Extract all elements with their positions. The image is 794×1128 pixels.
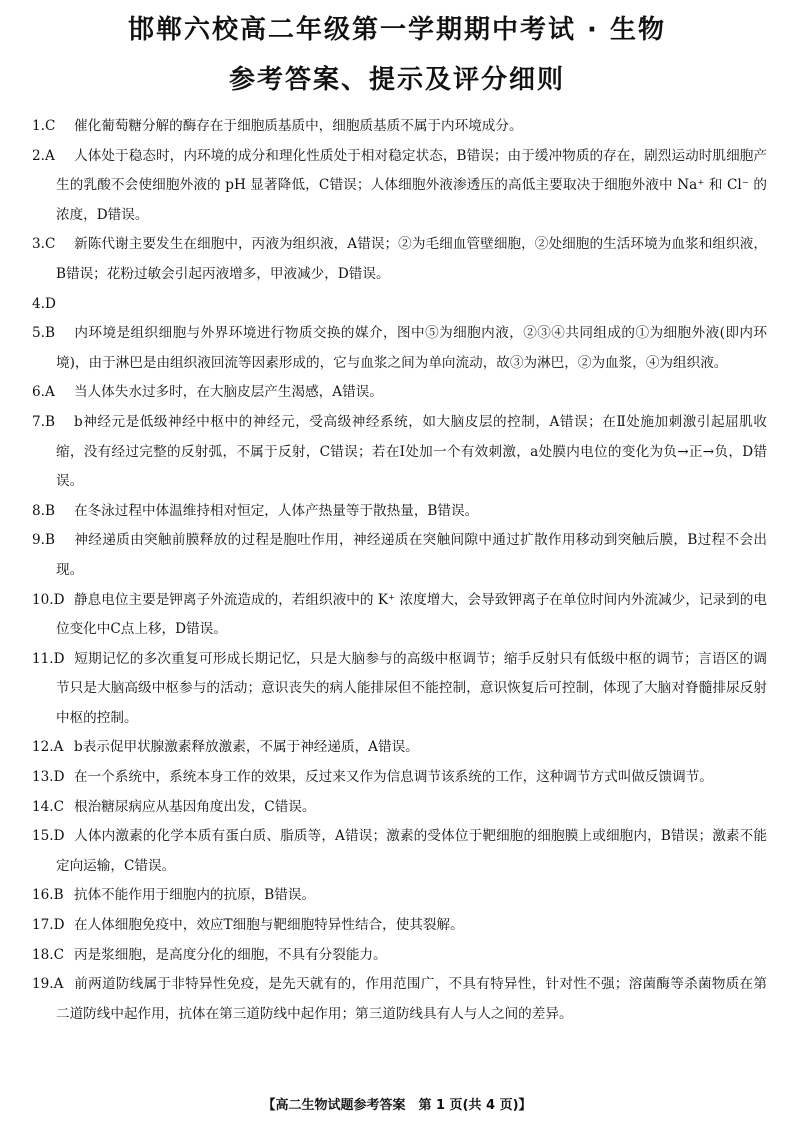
page-footer: 【高二生物试题参考答案 第 1 页(共 4 页)】 (262, 1098, 532, 1113)
answer-number: 14.C (32, 798, 65, 815)
answer-item-15 (32, 822, 767, 881)
answer-item-13 (32, 763, 767, 793)
answer-explanation: 当人体失水过多时，在大脑皮层产生渴感，A错误。 (74, 384, 383, 401)
answer-explanation: b表示促甲状腺激素释放激素，不属于神经递质，A错误。 (74, 739, 419, 756)
answer-item-12 (32, 733, 767, 763)
answer-number: 13.D (32, 769, 65, 786)
answer-explanation: 根治糖尿病应从基因角度出发，C错误。 (74, 798, 316, 815)
answer-item-19 (32, 970, 767, 1029)
answer-number: 6.A (32, 384, 55, 401)
answer-explanation: 在人体细胞免疫中，效应T细胞与靶细胞特异性结合，使其裂解。 (74, 917, 464, 934)
answer-number: 3.C (32, 236, 56, 253)
answer-item-6 (32, 378, 767, 408)
answer-number: 1.C (32, 118, 56, 134)
answer-number: 15.D (32, 828, 65, 845)
answer-explanation: 在冬泳过程中体温维持相对恒定，人体产热量等于散热量，B错误。 (74, 502, 479, 519)
answer-item-14 (32, 793, 767, 823)
answer-explanation: 前两道防线属于非特异性免疫，是先天就有的，作用范围广，不具有特异性，针对性不强；溶菌酶等杀菌物质在第二道防线中起作用，抗体在第三道防线中起作用；第三道防线具有人与人之间的差异。 (56, 976, 767, 1022)
answer-explanation: 人体处于稳态时，内环境的成分和理化性质处于相对稳定状态，B错误；由于缓冲物质的存在，剧烈运动时肌细胞产生的乳酸不会使细胞外液的 pH 显著降低，C错误；人体细胞外液渗透压的高低主要取决于细胞外液中 Na⁺ 和 Cl⁻ 的浓度，D错误。 (56, 147, 767, 223)
answer-list (32, 112, 767, 1029)
answer-explanation: 新陈代谢主要发生在细胞中，丙液为组织液，A错误；②为毛细血管壁细胞，②处细胞的生活环境为血浆和组织液，B错误；花粉过敏会引起丙液增多，甲液减少，D错误。 (56, 236, 767, 282)
answer-item-18 (32, 941, 767, 971)
answer-explanation: 内环境是组织细胞与外界环境进行物质交换的媒介，图中⑤为细胞内液，②③④共同组成的①为细胞外液(即内环境)，由于淋巴是由组织液回流等因素形成的，它与血浆之间为单向流动，故③为淋巴，②为血浆，④为组织液。 (56, 325, 767, 371)
answer-item-16 (32, 881, 767, 911)
answer-number: 10.D (32, 591, 65, 608)
answer-item-3 (32, 230, 767, 289)
answer-number: 16.B (32, 887, 64, 904)
answer-explanation: 人体内激素的化学本质有蛋白质、脂质等，A错误；激素的受体位于靶细胞的细胞膜上或细胞内，B错误；激素不能定向运输，C错误。 (56, 828, 767, 874)
answer-explanation: 短期记忆的多次重复可形成长期记忆，只是大脑参与的高级中枢调节；缩手反射只有低级中枢的调节；言语区的调节只是大脑高级中枢参与的活动；意识丧失的病人能排尿但不能控制，意识恢复后可控制，体现了大脑对脊髓排尿反射中枢的控制。 (56, 650, 767, 726)
answer-explanation: 丙是浆细胞，是高度分化的细胞，不具有分裂能力。 (74, 946, 387, 963)
answer-number: 8.B (32, 502, 55, 519)
document-subtitle: 参考答案、提示及评分细则 (228, 65, 565, 95)
answer-item-9 (32, 526, 767, 585)
answer-number: 5.B (32, 325, 55, 342)
answer-number: 17.D (32, 917, 65, 934)
answer-number: 2.A (32, 147, 55, 164)
answer-explanation: 在一个系统中，系统本身工作的效果，反过来又作为信息调节该系统的工作，这种调节方式叫做反馈调节。 (74, 769, 713, 786)
answer-number: 4.D (32, 295, 56, 312)
answer-item-4 (32, 290, 767, 320)
answer-item-17 (32, 911, 767, 941)
answer-number: 11.D (32, 650, 65, 667)
answer-number: 19.A (32, 976, 64, 993)
answer-item-1 (32, 112, 767, 142)
answer-number: 18.C (32, 946, 65, 963)
answer-explanation: 静息电位主要是钾离子外流造成的，若组织液中的 K⁺ 浓度增大，会导致钾离子在单位时间内外流减少，记录到的电位变化中C点上移，D错误。 (56, 591, 767, 638)
answer-item-7 (32, 408, 767, 497)
answer-item-5 (32, 319, 767, 378)
answer-explanation: 抗体不能作用于细胞内的抗原，B错误。 (74, 887, 316, 904)
answer-item-8 (32, 497, 767, 527)
answer-number: 9.B (32, 532, 55, 549)
answer-explanation: b神经元是低级神经中枢中的神经元，受高级神经系统，如大脑皮层的控制，A错误；在Ⅱ处施加刺激引起屈肌收缩，没有经过完整的反射弧，不属于反射，C错误；若在Ⅰ处加一个有效刺激，a处膜内电位的变化为负→正→负，D错误。 (56, 413, 767, 490)
answer-item-11 (32, 645, 767, 734)
document-title: 邯郸六校高二年级第一学期期中考试 · 生物 (128, 15, 666, 45)
answer-number: 7.B (32, 413, 55, 430)
answer-number: 12.A (32, 739, 64, 756)
answer-item-10 (32, 586, 767, 645)
answer-explanation: 催化葡萄糖分解的酶存在于细胞质基质中，细胞质基质不属于内环境成分。 (74, 118, 523, 134)
answer-explanation: 神经递质由突触前膜释放的过程是胞吐作用，神经递质在突触间隙中通过扩散作用移动到突触后膜，B过程不会出现。 (56, 532, 767, 578)
answer-item-2 (32, 142, 767, 231)
